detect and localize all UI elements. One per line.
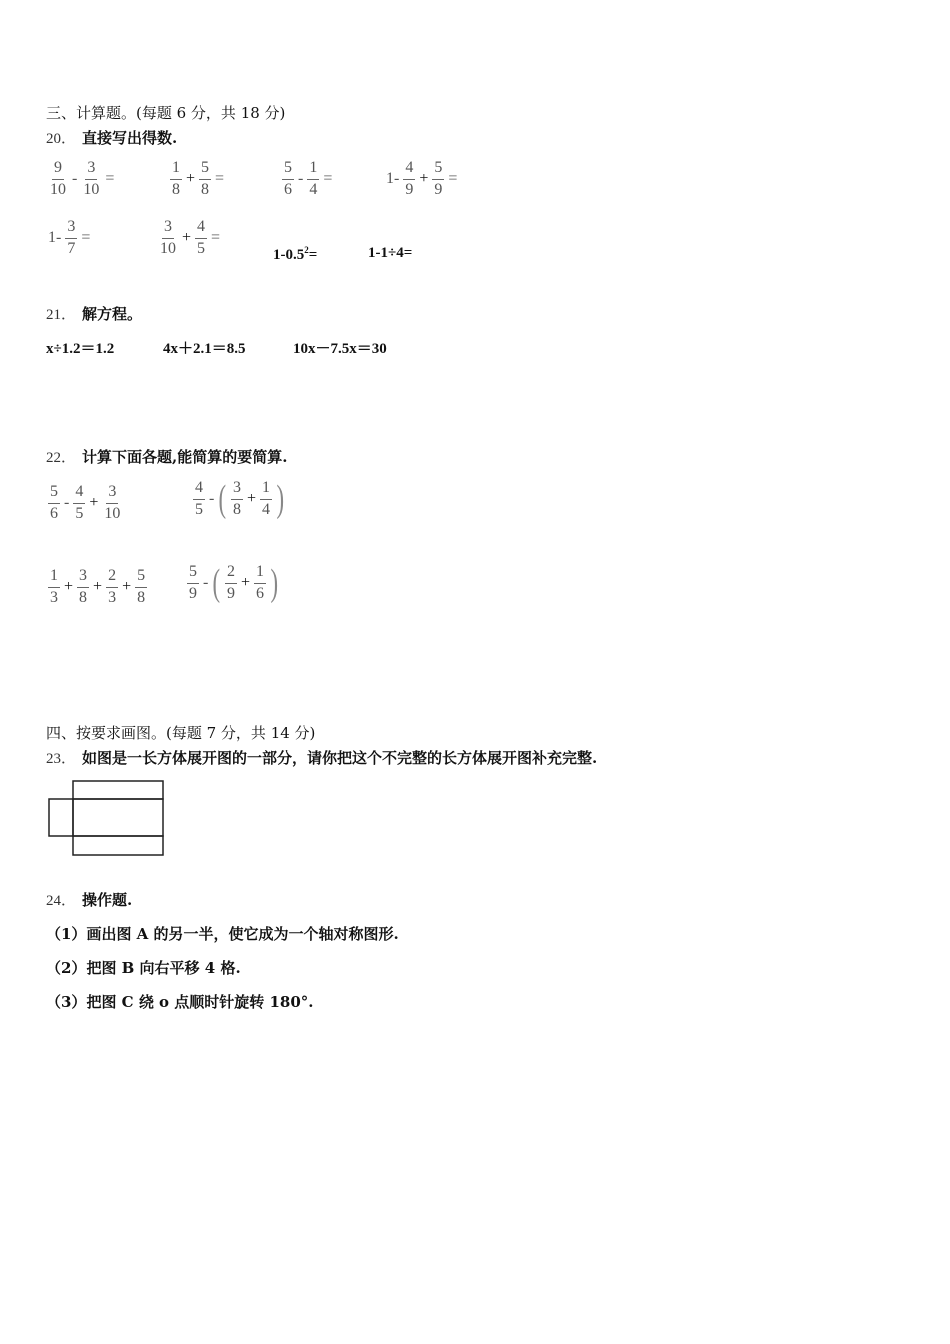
net-top-face <box>73 781 163 799</box>
equation: 4x＋2.1＝8.5 <box>163 341 246 357</box>
q20-expr-2: $\frac{1}{8}$ + $\frac{5}{8}$ = <box>172 159 225 198</box>
q20-expr-5: 1- $\frac{3}{7}$ = <box>48 218 91 257</box>
fraction: $\frac{9}{10}$ <box>50 159 66 198</box>
fraction: $\frac{4}{9}$ <box>405 159 414 198</box>
q20-expr-7: $1-0.5^2=$ <box>273 245 318 263</box>
fraction: $\frac{1}{8}$ <box>172 159 180 198</box>
left-paren-icon: ( <box>218 478 227 521</box>
q20-expr-1: $\frac{9}{10}$ - $\frac{3}{10}$ = <box>50 159 115 198</box>
fraction: $\frac{5}{8}$ <box>201 159 210 198</box>
fraction: $\frac{2}{3}$ <box>108 567 117 606</box>
q24-item-1: （1）画出图 A 的另一半，使它成为一个轴对称图形. <box>46 925 399 943</box>
section-3-title: 三、计算题。(每题 6 分，共 18 分) <box>46 104 286 122</box>
q22-problem-2: $\frac{4}{5}$ - ( $\frac{3}{8}$ + $\frac{1}{4}$ ) <box>195 478 285 521</box>
question-23 <box>46 747 597 768</box>
q24-item-3: （3）把图 C 绕 o 点顺时针旋转 180°. <box>46 993 314 1011</box>
question-number: 21． <box>46 307 77 323</box>
question-number: 22． <box>46 450 77 466</box>
question-24 <box>46 889 132 910</box>
q20-expr-3: $\frac{5}{6}$ - $\frac{1}{4}$ = <box>284 159 333 198</box>
fraction: $\frac{3}{10}$ <box>160 218 176 257</box>
question-21 <box>46 303 142 324</box>
left-paren-icon: ( <box>212 562 221 605</box>
fraction: $\frac{3}{10}$ <box>104 483 121 522</box>
q20-expr-8: 1-1÷4= <box>368 245 413 261</box>
fraction: $\frac{3}{8}$ <box>232 479 241 518</box>
equation: x÷1.2＝1.2 <box>46 341 115 357</box>
q22-problem-3: $\frac{1}{3}$ + $\frac{3}{8}$ + $\frac{2}{3}$ + $\frac{5}{8}$ <box>50 567 146 606</box>
question-text: 直接写出得数. <box>82 129 178 147</box>
fraction: $\frac{1}{4}$ <box>309 159 318 198</box>
question-number: 23． <box>46 751 77 767</box>
fraction: $\frac{1}{4}$ <box>262 479 271 518</box>
fraction: $\frac{5}{6}$ <box>284 159 292 198</box>
net-bottom-face <box>73 836 163 855</box>
fraction: $\frac{1}{6}$ <box>256 563 265 602</box>
question-number: 20． <box>46 131 77 147</box>
cuboid-net-figure <box>46 778 168 860</box>
net-side-face <box>49 799 73 836</box>
fraction: $\frac{4}{5}$ <box>197 218 206 257</box>
right-paren-icon: ) <box>276 478 285 521</box>
right-paren-icon: ) <box>270 562 279 605</box>
q20-expr-4: 1- $\frac{4}{9}$ + $\frac{5}{9}$ = <box>386 159 458 198</box>
section-4-title: 四、按要求画图。(每题 7 分，共 14 分) <box>46 724 316 742</box>
fraction: $\frac{5}{9}$ <box>434 159 443 198</box>
question-20 <box>46 127 177 148</box>
fraction: $\frac{2}{9}$ <box>226 563 235 602</box>
fraction: $\frac{3}{10}$ <box>83 159 100 198</box>
equation: 10x－7.5x＝30 <box>293 341 387 357</box>
question-text: 如图是一长方体展开图的一部分，请你把这个不完整的长方体展开图补充完整. <box>82 749 598 767</box>
q24-item-2: （2）把图 B 向右平移 4 格. <box>46 959 241 977</box>
fraction: $\frac{5}{8}$ <box>137 567 146 606</box>
question-text: 操作题. <box>82 891 133 909</box>
fraction: $\frac{1}{3}$ <box>50 567 58 606</box>
q22-problem-1: $\frac{5}{6}$ - $\frac{4}{5}$ + $\frac{3}{10}$ <box>50 483 121 522</box>
question-text: 计算下面各题,能简算的要简算. <box>82 448 288 466</box>
fraction: $\frac{3}{7}$ <box>67 218 76 257</box>
net-front-face <box>73 799 163 836</box>
q20-expr-6: $\frac{3}{10}$ + $\frac{4}{5}$ = <box>160 218 221 257</box>
question-number: 24． <box>46 893 77 909</box>
fraction: $\frac{4}{5}$ <box>75 483 84 522</box>
fraction: $\frac{5}{6}$ <box>50 483 58 522</box>
fraction: $\frac{3}{8}$ <box>79 567 88 606</box>
fraction: $\frac{4}{5}$ <box>195 479 203 518</box>
fraction: $\frac{5}{9}$ <box>189 563 197 602</box>
question-text: 解方程。 <box>82 305 143 323</box>
question-22 <box>46 446 287 467</box>
q22-problem-4: $\frac{5}{9}$ - ( $\frac{2}{9}$ + $\frac{1}{6}$ ) <box>189 562 279 605</box>
